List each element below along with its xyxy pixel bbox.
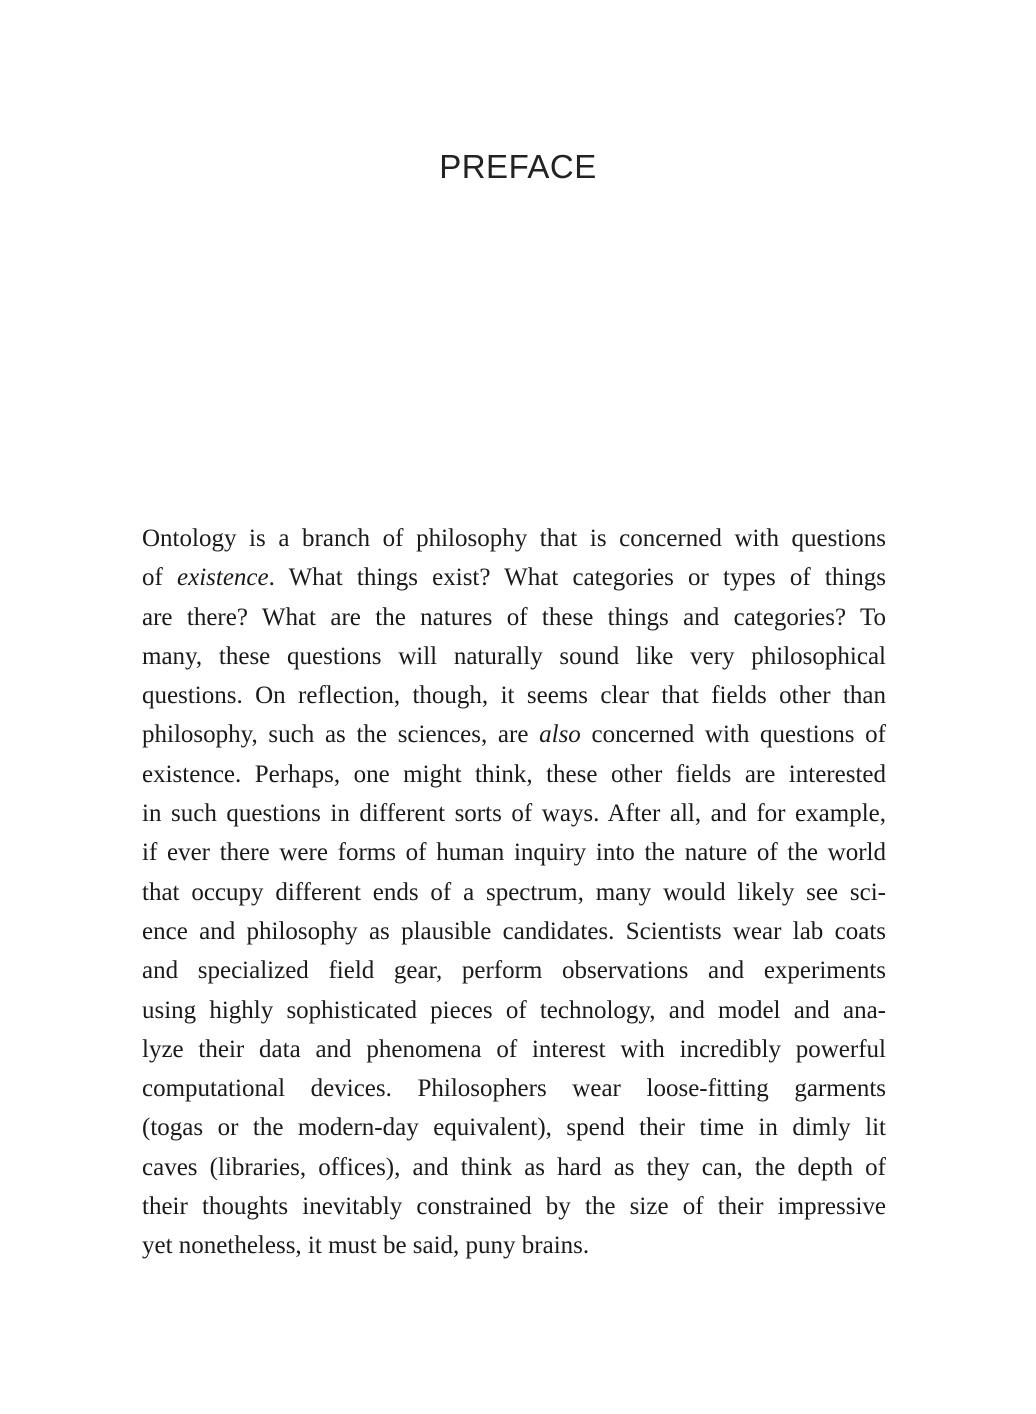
text-line — [142, 1069, 886, 1108]
text-run: their thoughts inevitably constrained by the size of their impressive — [142, 1193, 886, 1221]
text-line — [142, 1226, 886, 1265]
body-paragraph — [142, 519, 886, 1266]
text-line — [142, 1187, 886, 1226]
text-line — [142, 951, 886, 990]
text-run: in such questions in different sorts of ways. After all, and for example, — [142, 800, 886, 828]
emphasized-text: also — [539, 721, 581, 749]
text-line — [142, 873, 886, 912]
text-run: Ontology is a branch of philosophy that is concerned with questions — [142, 525, 886, 552]
text-run: of — [142, 564, 177, 592]
chapter-title: PREFACE — [439, 148, 597, 185]
text-run: concerned with questions of — [580, 721, 886, 749]
text-line — [142, 794, 886, 833]
text-run: questions. On reflection, though, it seems clear that fields other than — [142, 682, 886, 710]
text-line — [142, 519, 886, 558]
text-run: and specialized field gear, perform observations and experiments — [142, 957, 886, 985]
text-run: lyze their data and phenomena of interest with incredibly powerful — [142, 1035, 886, 1063]
text-line — [142, 1148, 886, 1187]
text-run: if ever there were forms of human inquiry into the nature of the world — [142, 839, 886, 867]
text-line — [142, 912, 886, 951]
text-run: existence. Perhaps, one might think, these other fields are interested — [142, 760, 886, 788]
text-line — [142, 598, 886, 637]
emphasized-text: existence — [177, 564, 269, 592]
text-run: philosophy, such as the sciences, are — [142, 721, 540, 749]
text-run: . What things exist? What categories or types of things — [268, 564, 887, 592]
text-line — [142, 991, 886, 1030]
text-run: ence and philosophy as plausible candidates. Scientists wear lab coats — [142, 917, 886, 945]
text-run: are there? What are the natures of these things and categories? To — [142, 603, 886, 631]
text-run: many, these questions will naturally sound like very philosophical — [142, 642, 886, 670]
text-line — [142, 676, 886, 715]
text-run: using highly sophisticated pieces of technology, and model and ana- — [142, 996, 886, 1024]
text-line — [142, 755, 886, 794]
text-line — [142, 715, 886, 754]
text-run: caves (libraries, offices), and think as hard as they can, the depth of — [142, 1153, 886, 1181]
text-line — [142, 1108, 886, 1147]
text-run: that occupy different ends of a spectrum, many would likely see sci- — [142, 878, 886, 906]
text-line — [142, 637, 886, 676]
text-run: (togas or the modern-day equivalent), spend their time in dimly lit — [142, 1114, 886, 1142]
text-line — [142, 1030, 886, 1069]
text-line — [142, 558, 886, 597]
text-run: yet nonetheless, it must be said, puny brains. — [142, 1232, 590, 1260]
text-run: computational devices. Philosophers wear loose-fitting garments — [142, 1075, 886, 1103]
text-line — [142, 833, 886, 872]
